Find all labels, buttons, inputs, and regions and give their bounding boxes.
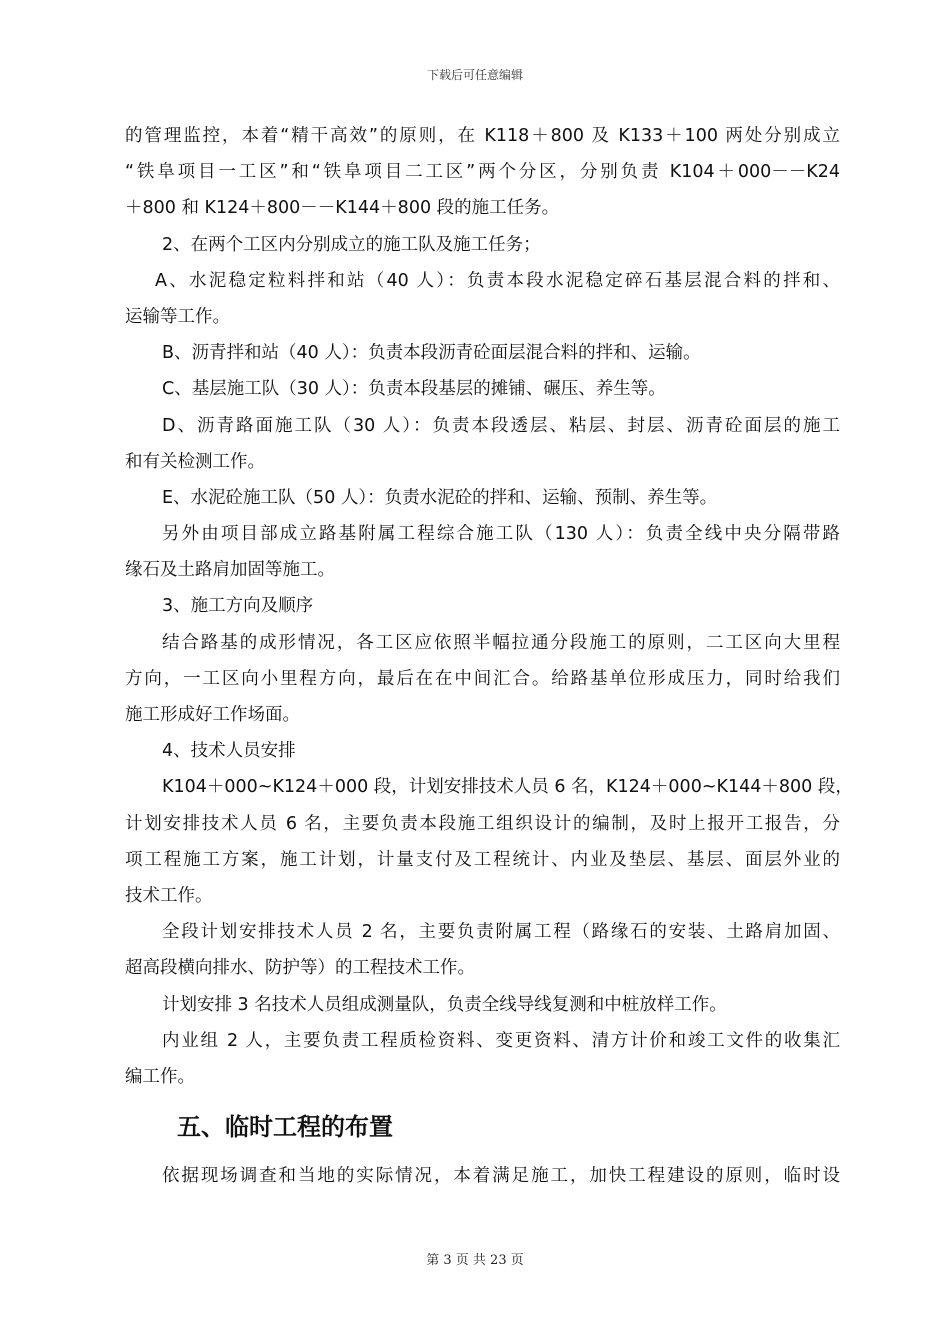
page-header: 下载后可任意编辑: [426, 68, 523, 82]
paragraph-line: 4、技术人员安排: [162, 741, 296, 762]
paragraph-line: 内业组 2 人，主要负责工程质检资料、变更资料、清方计价和竣工文件的收集汇: [162, 1030, 840, 1051]
paragraph-line: 的管理监控，本着“精干高效”的原则，在 K118＋800 及 K133＋100 两处分别成立: [125, 126, 840, 146]
paragraph-line: 计划安排技术人员 6 名，主要负责本段施工组织设计的编制，及时上报开工报告，分: [125, 813, 840, 834]
paragraph-line: 项工程施工方案，施工计划，计量支付及工程统计、内业及垫层、基层、面层外业的: [125, 849, 840, 870]
paragraph-line: K104＋000~K124＋000 段，计划安排技术人员 6 名，K124＋000~K144＋800 段，: [162, 777, 853, 798]
section-heading: 五、临时工程的布置: [177, 1113, 393, 1142]
paragraph-line: 计划安排 3 名技术人员组成测量队，负责全线导线复测和中桩放样工作。: [162, 994, 727, 1015]
page-footer: 第 3 页 共 23 页: [426, 1253, 524, 1268]
paragraph-line: “铁阜项目一工区”和“铁阜项目二工区”两个分区，分别负责 K104＋000－－K24: [125, 162, 840, 183]
paragraph-line: 编工作。: [125, 1066, 195, 1087]
paragraph-line: 缘石及土路肩加固等施工。: [125, 560, 335, 581]
paragraph-line: D、沥青路面施工队（30 人）：负责本段透层、粘层、封层、沥青砼面层的施工: [162, 415, 840, 436]
paragraph-line: 和有关检测工作。: [125, 451, 265, 472]
paragraph-line: 另外由项目部成立路基附属工程综合施工队（130 人）：负责全线中央分隔带路: [162, 524, 840, 545]
paragraph-line: 全段计划安排技术人员 2 名，主要负责附属工程（路缘石的安装、土路肩加固、: [162, 922, 840, 943]
paragraph-line: 施工形成好工作场面。: [125, 705, 300, 725]
paragraph-line: 超高段横向排水、防护等）的工程技术工作。: [125, 958, 475, 979]
paragraph-line: 结合路基的成形情况，各工区应依照半幅拉通分段施工的原则，二工区向大里程: [162, 632, 840, 653]
document-body: [125, 118, 853, 1194]
paragraph-line: 技术工作。: [125, 885, 213, 906]
paragraph-line: C、基层施工队（30 人）：负责本段基层的摊铺、碾压、养生等。: [162, 379, 666, 400]
paragraph-line: 运输等工作。: [125, 306, 230, 327]
paragraph-line: 3、施工方向及顺序: [162, 596, 314, 617]
paragraph-line: B、沥青拌和站（40 人）：负责本段沥青砼面层混合料的拌和、运输。: [162, 343, 701, 364]
paragraph-line: A、水泥稳定粒料拌和站（40 人）：负责本段水泥稳定碎石基层混合料的拌和、: [155, 270, 840, 291]
paragraph-line: 依据现场调查和当地的实际情况，本着满足施工，加快工程建设的原则，临时设: [162, 1166, 840, 1187]
paragraph-line: ＋800 和 K124＋800－－K144＋800 段的施工任务。: [125, 198, 560, 219]
paragraph-line: E、水泥砼施工队（50 人）：负责水泥砼的拌和、运输、预制、养生等。: [162, 487, 718, 508]
paragraph-line: 2、在两个工区内分别成立的施工队及施工任务；: [162, 234, 541, 255]
paragraph-line: 方向，一工区向小里程方向，最后在在中间汇合。给路基单位形成压力，同时给我们: [125, 668, 840, 689]
